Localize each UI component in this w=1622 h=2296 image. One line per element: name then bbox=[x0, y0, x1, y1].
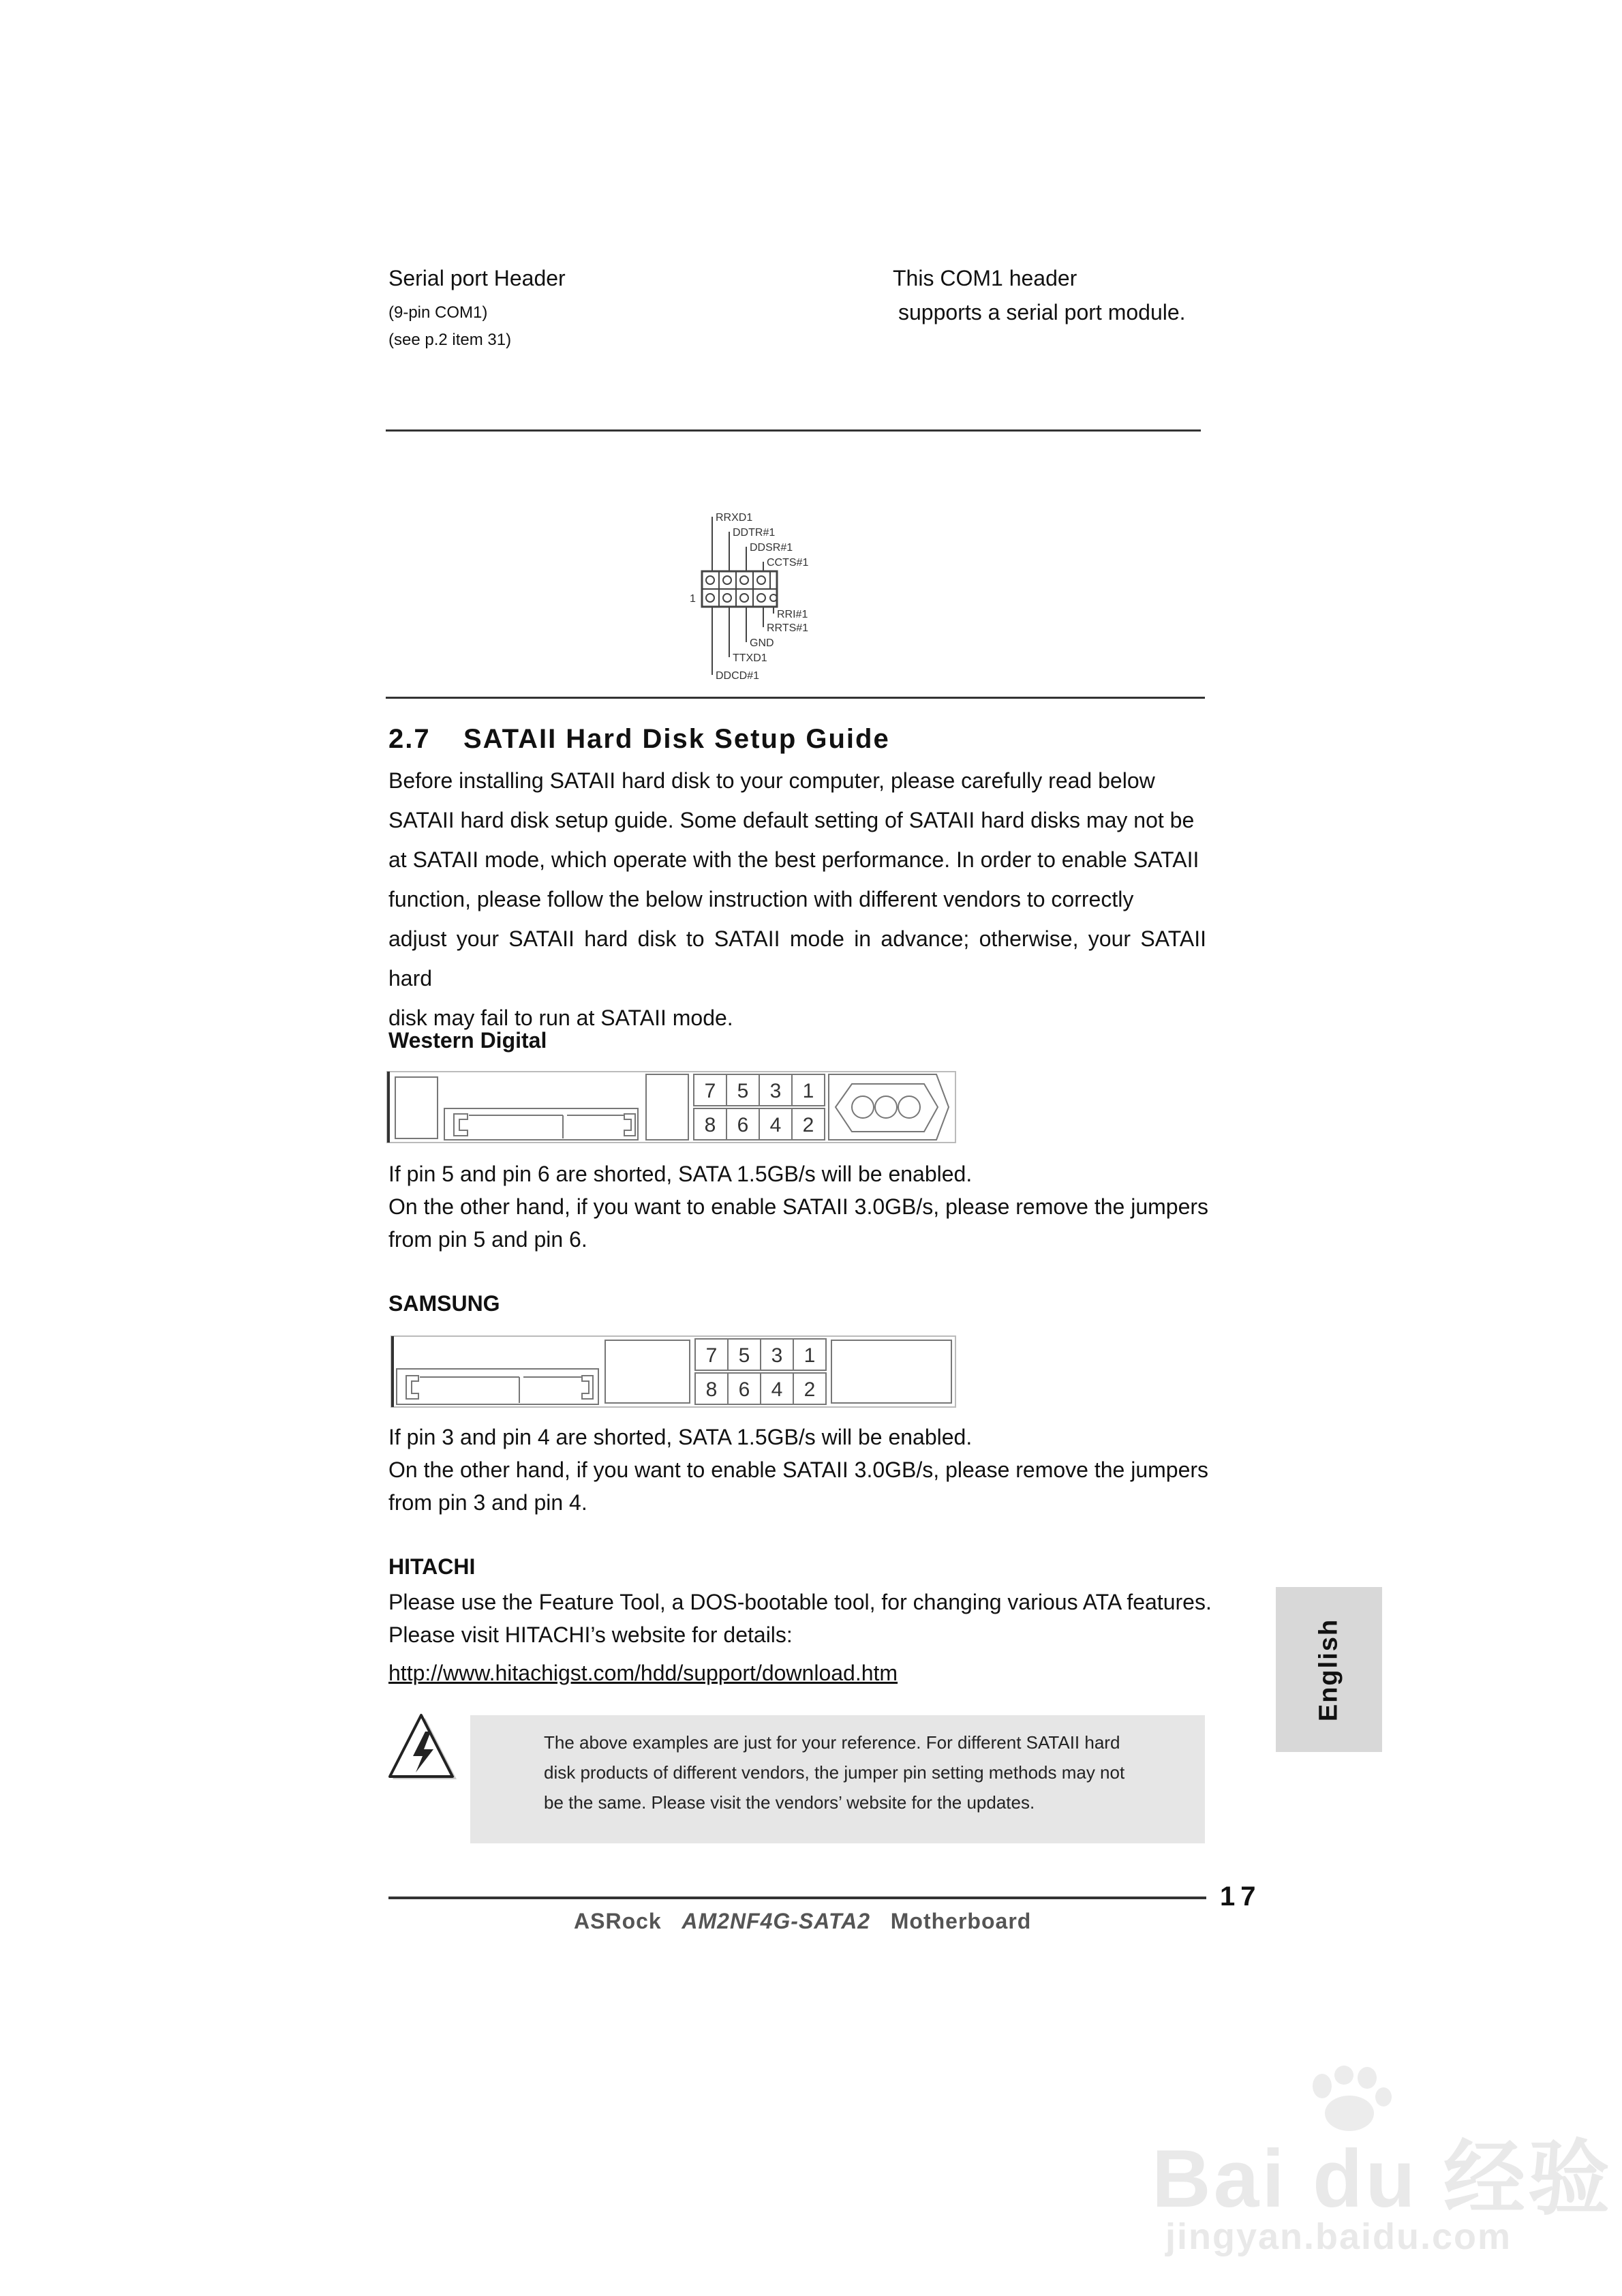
wd-text-3: from pin 5 and pin 6. bbox=[388, 1227, 587, 1252]
samsung-pin-3: 3 bbox=[771, 1344, 783, 1367]
com1-label-rrts1: RRTS#1 bbox=[767, 622, 809, 634]
samsung-text-3: from pin 3 and pin 4. bbox=[388, 1490, 587, 1515]
wd-heading: Western Digital bbox=[388, 1028, 547, 1053]
footer-model: AM2NF4G-SATA2 bbox=[682, 1909, 871, 1933]
serial-header-desc2: supports a serial port module. bbox=[898, 300, 1186, 324]
com1-label-ddsr1: DDSR#1 bbox=[750, 542, 793, 554]
samsung-pin-7: 7 bbox=[705, 1344, 718, 1367]
wd-pin-7: 7 bbox=[704, 1080, 716, 1102]
serial-header-title: Serial port Header bbox=[388, 266, 566, 290]
wd-text-2: On the other hand, if you want to enable SATAII 3.0GB/s, please remove the jumpers bbox=[388, 1194, 1209, 1219]
com1-label-ddtr1: DDTR#1 bbox=[733, 527, 776, 539]
hitachi-download-link[interactable]: http://www.hitachigst.com/hdd/support/download.htm bbox=[388, 1661, 898, 1685]
samsung-heading: SAMSUNG bbox=[388, 1291, 500, 1316]
language-label: English bbox=[1314, 1618, 1343, 1722]
wd-jumper-diagram bbox=[386, 1070, 958, 1145]
intro-line: disk may fail to run at SATAII mode. bbox=[388, 1006, 733, 1030]
samsung-jumper-diagram bbox=[390, 1335, 960, 1410]
page-number: 17 bbox=[1220, 1882, 1261, 1912]
samsung-pin-2: 2 bbox=[804, 1378, 816, 1401]
samsung-pin-5: 5 bbox=[738, 1344, 750, 1367]
com1-label-ddcd1: DDCD#1 bbox=[716, 670, 760, 682]
divider-section bbox=[386, 697, 1205, 699]
samsung-pin-1: 1 bbox=[804, 1344, 816, 1367]
footer-divider bbox=[388, 1897, 1206, 1899]
com1-label-ccts1: CCTS#1 bbox=[767, 557, 809, 569]
intro-line: SATAII hard disk setup guide. Some default setting of SATAII hard disks may not be bbox=[388, 808, 1195, 832]
watermark-logo-text: Bai du 经验 bbox=[1152, 2133, 1613, 2224]
wd-pin-4: 4 bbox=[769, 1114, 782, 1136]
note-line: The above examples are just for your reference. For different SATAII hard bbox=[544, 1732, 1120, 1753]
warning-lightning-icon bbox=[386, 1712, 461, 1787]
serial-header-pins: (9-pin COM1) bbox=[388, 303, 488, 322]
com1-pin-diagram bbox=[682, 511, 859, 689]
wd-pin-2: 2 bbox=[802, 1114, 814, 1136]
serial-header-desc1: This COM1 header bbox=[893, 266, 1077, 290]
section-title: SATAII Hard Disk Setup Guide bbox=[463, 724, 890, 754]
section-number: 2.7 bbox=[388, 724, 431, 754]
intro-line: at SATAII mode, which operate with the best performance. In order to enable SATAII bbox=[388, 847, 1199, 872]
divider-top bbox=[386, 429, 1201, 432]
wd-pin-6: 6 bbox=[737, 1114, 749, 1136]
watermark-url: jingyan.baidu.com bbox=[1165, 2216, 1512, 2257]
com1-label-gnd: GND bbox=[750, 637, 774, 649]
wd-text-1: If pin 5 and pin 6 are shorted, SATA 1.5GB/s will be enabled. bbox=[388, 1162, 973, 1186]
samsung-text-1: If pin 3 and pin 4 are shorted, SATA 1.5GB/s will be enabled. bbox=[388, 1425, 973, 1449]
hitachi-text-1: Please use the Feature Tool, a DOS-bootable tool, for changing various ATA features. bbox=[388, 1590, 1212, 1614]
com1-pin1-label: 1 bbox=[690, 593, 696, 605]
intro-line: Before installing SATAII hard disk to your computer, please carefully read below bbox=[388, 768, 1155, 793]
wd-pin-5: 5 bbox=[737, 1080, 749, 1102]
com1-label-rrxd1: RRXD1 bbox=[716, 512, 753, 524]
section-intro bbox=[388, 761, 1206, 1038]
hitachi-heading: HITACHI bbox=[388, 1554, 476, 1579]
intro-line: adjust your SATAII hard disk to SATAII mode in advance; otherwise, your SATAII hard bbox=[388, 926, 1206, 991]
wd-pin-3: 3 bbox=[769, 1080, 782, 1102]
com1-label-rri1: RRI#1 bbox=[777, 609, 808, 620]
footer-suffix: Motherboard bbox=[890, 1909, 1032, 1933]
hitachi-text-2: Please visit HITACHI’s website for details: bbox=[388, 1622, 793, 1647]
wd-pin-1: 1 bbox=[802, 1080, 814, 1102]
samsung-pin-4: 4 bbox=[771, 1378, 783, 1401]
note-box bbox=[470, 1715, 1205, 1843]
intro-line: function, please follow the below instruction with different vendors to correctly bbox=[388, 887, 1134, 911]
samsung-pin-8: 8 bbox=[705, 1378, 718, 1401]
note-line: be the same. Please visit the vendors’ website for the updates. bbox=[544, 1792, 1035, 1813]
samsung-pin-6: 6 bbox=[738, 1378, 750, 1401]
note-line: disk products of different vendors, the jumper pin setting methods may not bbox=[544, 1762, 1125, 1783]
language-side-tab bbox=[1276, 1587, 1382, 1752]
com1-label-ttxd1: TTXD1 bbox=[733, 652, 767, 664]
footer-caption bbox=[574, 1909, 1031, 1934]
serial-header-ref: (see p.2 item 31) bbox=[388, 331, 512, 349]
footer-brand: ASRock bbox=[574, 1909, 662, 1933]
samsung-text-2: On the other hand, if you want to enable SATAII 3.0GB/s, please remove the jumpers bbox=[388, 1457, 1209, 1482]
baidu-watermark bbox=[1152, 2066, 1613, 2270]
wd-pin-8: 8 bbox=[704, 1114, 716, 1136]
